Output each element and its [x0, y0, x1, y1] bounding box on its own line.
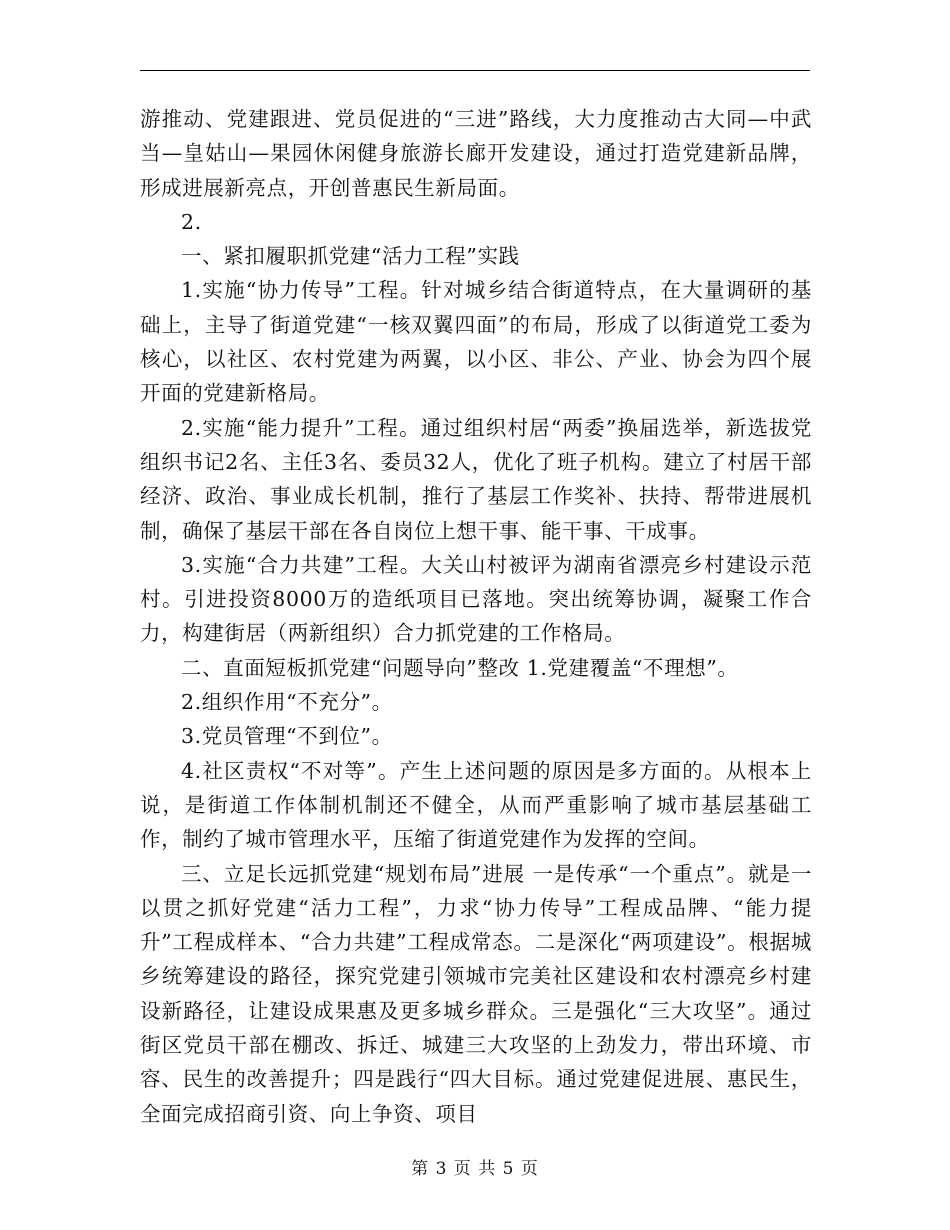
paragraph: 3.实施“合力共建”工程。大关山村被评为湖南省漂亮乡村建设示范村。引进投资8000万的造纸项目已落地。突出统筹协调，凝聚工作合力，构建街居（两新组织）合力抓党建的工作格局。	[140, 552, 812, 646]
header-rule	[140, 70, 810, 71]
paragraph: 4.社区责权“不对等”。产生上述问题的原因是多方面的。从根本上说，是街道工作体制机制还不健全，从而严重影响了城市基层基础工作，制约了城市管理水平，压缩了街道党建作为发挥的空间。	[140, 758, 812, 852]
section-heading: 一、紧扣履职抓党建“活力工程”实践	[181, 244, 520, 269]
paragraph: 2.实施“能力提升”工程。通过组织村居“两委”换届选举，新选拔党组织书记2名、主任3名、委员32人，优化了班子机构。建立了村居干部经济、政治、事业成长机制，推行了基层工作奖补、扶持、帮带进展机制，确保了基层干部在各自岗位上想干事、能干事、干成事。	[140, 415, 812, 543]
paragraph: 2.	[181, 209, 202, 234]
section-heading: 二、直面短板抓党建“问题导向”整改 1.党建覆盖“不理想”。	[181, 655, 739, 680]
page-number-footer: 第 3 页 共 5 页	[411, 1159, 539, 1179]
paragraph: 3.党员管理“不到位”。	[181, 724, 393, 749]
paragraph: 游推动、党建跟进、党员促进的“三进”路线，大力度推动古大同—中武当—皇姑山—果园休闲健身旅游长廊开发建设，通过打造党建新品牌，形成进展新亮点，开创普惠民生新局面。	[140, 107, 812, 200]
section-heading: 三、立足长远抓党建“规划布局”进展 一是传承“一个重点”。就是一以贯之抓好党建“活力工程”，力求“协力传导”工程成品牌、“能力提升”工程成样本、“合力共建”工程成常态。二是深化“两项建设”。根据城乡统筹建设的路径，探究党建引领城市完美社区建设和农村漂亮乡村建设新路径，让建设成果惠及更多城乡群众。三是强化“三大攻坚”。通过街区党员干部在棚改、拆迁、城建三大攻坚的上劲发力，带出环境、市容、民生的改善提升；四是践行“四大目标。通过党建促进展、惠民生，全面完成招商引资、向上争资、项目	[140, 861, 812, 1126]
paragraph: 1.实施“协力传导”工程。针对城乡结合街道特点，在大量调研的基础上，主导了街道党建“一核双翼四面”的布局，形成了以街道党工委为核心，以社区、农村党建为两翼，以小区、非公、产业、协会为四个展开面的党建新格局。	[140, 278, 812, 406]
document-body	[140, 102, 812, 1131]
paragraph: 2.组织作用“不充分”。	[181, 690, 393, 715]
